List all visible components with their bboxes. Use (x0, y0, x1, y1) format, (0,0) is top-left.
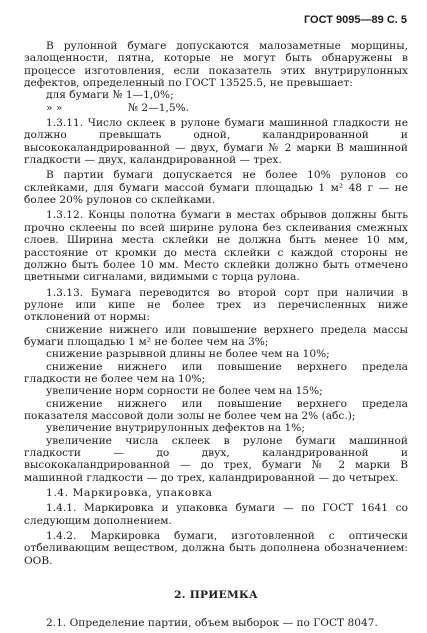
limit-item-1: для бумаги № 1—1,0%; (46, 89, 174, 102)
deviation-item: увеличение норм сорности не более чем на 15%; (46, 385, 323, 398)
clause-1-3-11: 1.3.11. Число склеек в рулоне бумаги машинной гладкости не должно превышать одной, каландрированной и высококаландрированной — двух, бумаги № 2 марки В машинной гладкости — двух, каландрированной — трех. (24, 117, 408, 167)
subsection-heading-1-4: 1.4. Маркировка, упаковка (46, 487, 213, 500)
deviation-item: снижение разрывной длины не более чем на 10%; (46, 348, 330, 361)
limit-item-2-text: № 2—1,5%. (128, 101, 190, 114)
page-header: ГОСТ 9095—89 С. 5 (303, 14, 407, 26)
section-heading-acceptance: 2. ПРИЕМКА (174, 589, 258, 602)
batch-paragraph: В партии бумаги допускается не более 10% рулонов со склейками, для бумаги массой бумаги площадью 1 м² 48 г — не более 20% рулонов со склейками. (24, 169, 408, 207)
deviation-item: увеличение внутрирулонных дефектов на 1%; (46, 422, 305, 435)
deviation-item: снижение нижнего или повышение верхнего предела показателя массовой доли золы не более чем на 2% (абс.); (24, 397, 408, 422)
clause-1-4-1: 1.4.1. Маркировка и упаковка бумаги — по ГОСТ 1641 со следующим дополнением. (24, 502, 408, 527)
limit-item-2 (24, 102, 408, 114)
deviation-item: снижение нижнего или повышение верхнего предела массы бумаги площадью 1 м² не более чем на 3%; (24, 323, 408, 348)
clause-2-1: 2.1. Определение партии, объем выборок — по ГОСТ 8047. (46, 617, 378, 630)
clause-1-3-12: 1.3.12. Концы полотна бумаги в местах обрывов должны быть прочно склеены по всей ширине рулона без склеивания смежных слоев. Ширина места склейки не должна быть менее 10 мм, расстояние от кромки до места склейки с каждой стороны не должно быть более 10 мм. Место склейки должно быть отмечено цветными сигналами, видимыми с торца рулона. (24, 209, 408, 284)
intro-paragraph: В рулонной бумаге допускаются малозаметные морщины, залощенности, пятна, которые не могут быть обнаружены в процессе изготовления, если показатель этих внутрирулонных дефектов, определенный по ГОСТ 13525.5, не превышает: (24, 40, 408, 90)
deviation-item: увеличение числа склеек в рулоне бумаги машинной гладкости — до двух, каландрированной и высококаландрированной — до трех, бумаги № 2 марки В машинной гладкости — до трех, каландрированной — до четырех. (24, 434, 408, 484)
ditto-marks: » » (46, 101, 63, 114)
clause-1-4-2: 1.4.2. Маркировка бумаги, изготовленной с оптически отбеливающим веществом, должна быть дополнена обозначением: ООВ. (24, 530, 408, 567)
deviation-item: снижение нижнего или повышение верхнего предела гладкости не более чем на 10%; (24, 360, 408, 385)
page-body (24, 40, 408, 630)
clause-1-3-13: 1.3.13. Бумага переводится во второй сорт при наличии в рулоне или кипе не более трех из перечисленных ниже отклонений от нормы: (24, 286, 408, 324)
